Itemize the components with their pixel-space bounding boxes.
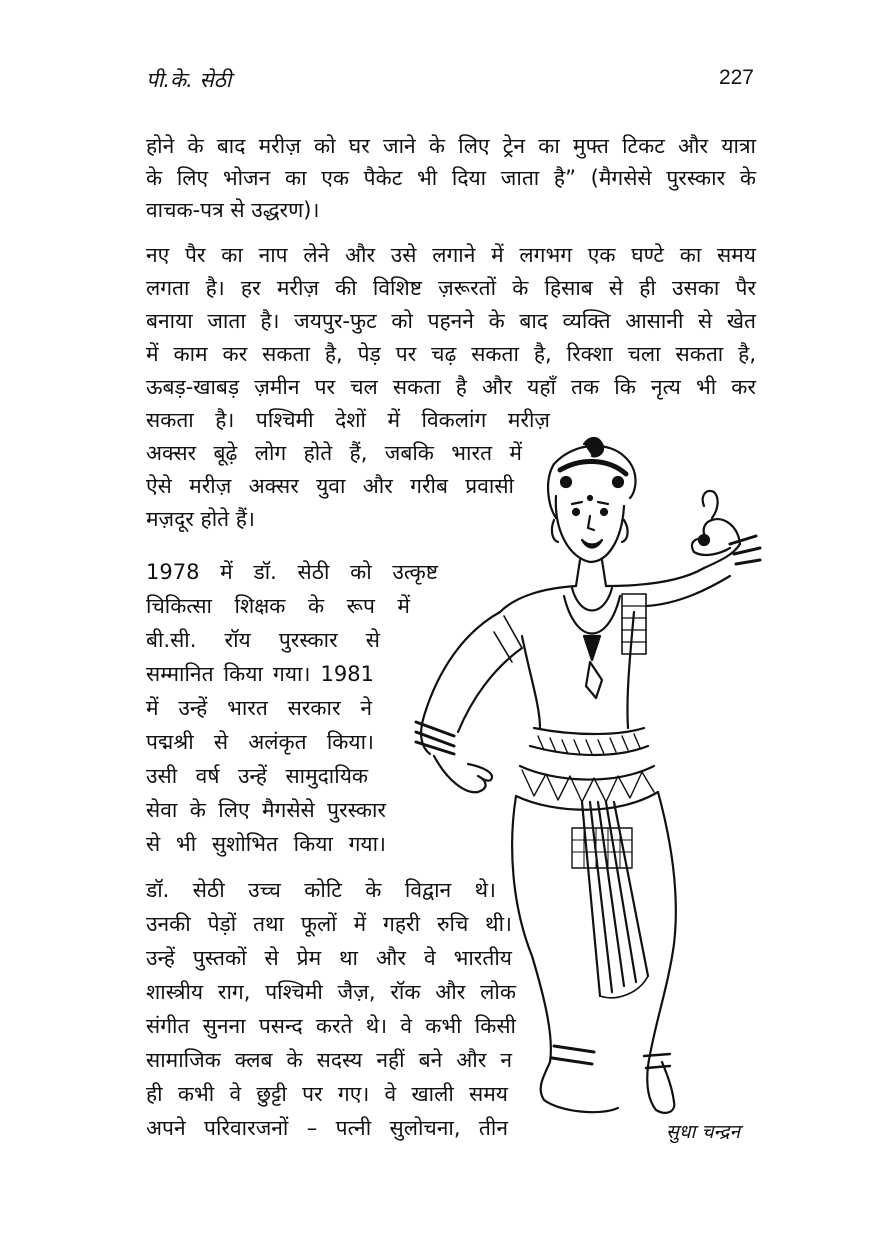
text-line: लगता है। हर मरीज़ की विशिष्ट ज़रूरतों के हिसाब से ही उसका पैर xyxy=(146,276,756,300)
text-line: में काम कर सकता है, पेड़ पर चढ़ सकता है, रिक्शा चला सकता है, xyxy=(146,342,756,366)
text-line: अक्सर बूढ़े लोग होते हैं, जबकि भारत में xyxy=(146,441,522,465)
text-line: ही कभी वे छुट्टी पर गए। वे खाली समय xyxy=(146,1082,508,1106)
text-line: संगीत सुनना पसन्द करते थे। वे कभी किसी xyxy=(146,1014,516,1038)
text-line: सेवा के लिए मैगसेसे पुरस्कार xyxy=(146,798,386,822)
text-line: बी.सी. रॉय पुरस्कार से xyxy=(146,628,380,652)
text-line: सकता है। पश्चिमी देशों में विकलांग मरीज़ xyxy=(146,408,550,432)
text-line: पद्मश्री से अलंकृत किया। xyxy=(146,730,374,754)
text-line: 1978 में डॉ. सेठी को उत्कृष्ट xyxy=(146,560,438,584)
text-line: बनाया जाता है। जयपुर-फुट को पहनने के बाद व्यक्ति आसानी से खेत xyxy=(146,309,756,333)
text-line: में उन्हें भारत सरकार ने xyxy=(146,696,372,720)
text-line: उन्हें पुस्तकों से प्रेम था और वे भारतीय xyxy=(146,946,512,970)
text-line: से भी सुशोभित किया गया। xyxy=(146,832,386,856)
page-number: 227 xyxy=(718,66,754,89)
text-line: नए पैर का नाप लेने और उसे लगाने में लगभग एक घण्टे का समय xyxy=(146,243,756,267)
text-line: उनकी पेड़ों तथा फूलों में गहरी रुचि थी। xyxy=(146,912,512,936)
running-header-author: पी.के. सेठी xyxy=(146,68,232,92)
text-line: शास्त्रीय राग, पश्चिमी जैज़, रॉक और लोक xyxy=(146,980,516,1004)
text-line: वाचक-पत्र से उद्धरण)। xyxy=(146,198,320,222)
text-line: सम्मानित किया गया। 1981 xyxy=(146,662,374,686)
text-line: होने के बाद मरीज़ को घर जाने के लिए ट्रेन का मुफ्त टिकट और यात्रा xyxy=(146,134,756,158)
text-line: मज़दूर होते हैं। xyxy=(146,507,255,531)
text-line: सामाजिक क्लब के सदस्य नहीं बने और न xyxy=(146,1048,512,1072)
text-line: उसी वर्ष उन्हें सामुदायिक xyxy=(146,764,368,788)
dancer-illustration-icon xyxy=(404,436,764,1126)
text-line: के लिए भोजन का एक पैकेट भी दिया जाता है” (मैगसेसे पुरस्कार के xyxy=(146,166,756,190)
text-line: ऊबड़-खाबड़ ज़मीन पर चल सकता है और यहाँ तक कि नृत्य भी कर xyxy=(146,375,756,399)
text-line: चिकित्सा शिक्षक के रूप में xyxy=(146,594,410,618)
figure-caption: सुधा चन्द्रन xyxy=(666,1121,741,1143)
text-line: ऐसे मरीज़ अक्सर युवा और गरीब प्रवासी xyxy=(146,474,514,498)
text-line: अपने परिवारजनों – पत्नी सुलोचना, तीन xyxy=(146,1116,508,1140)
text-line: डॉ. सेठी उच्च कोटि के विद्वान थे। xyxy=(146,878,496,902)
